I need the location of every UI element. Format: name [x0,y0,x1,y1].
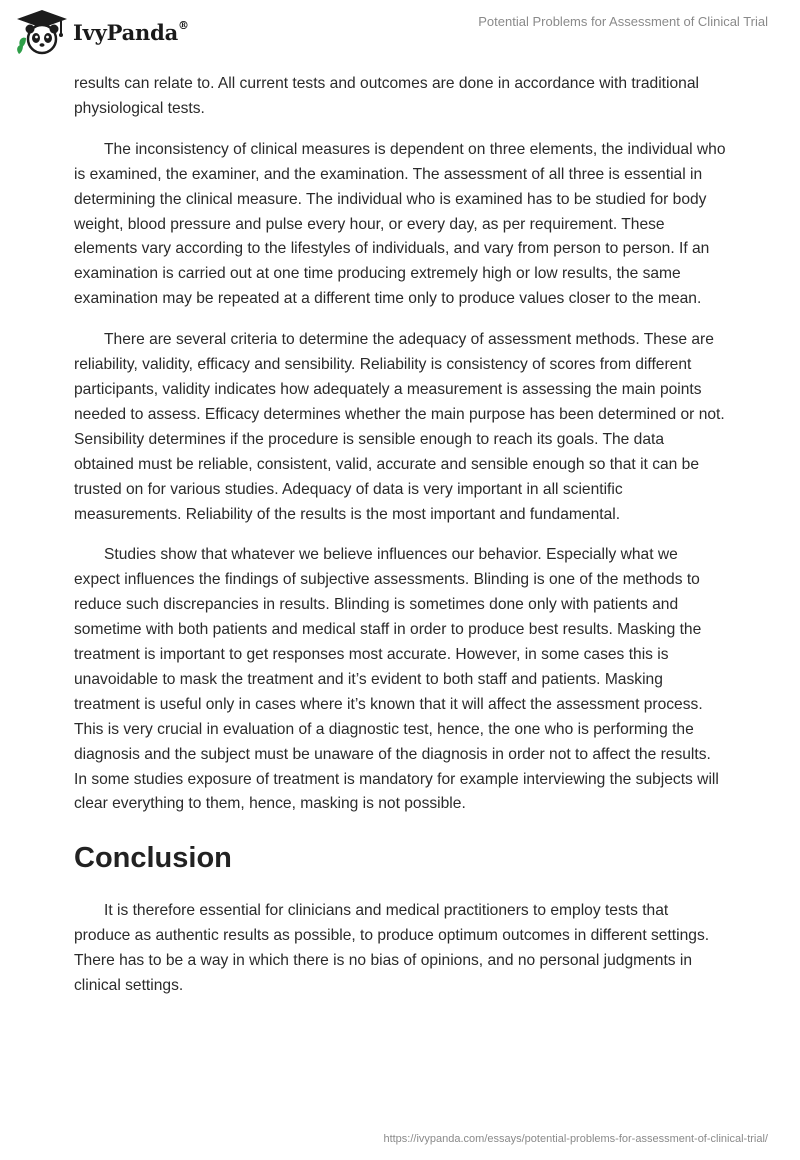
paragraph-4: Studies show that whatever we believe influences our behavior. Especially what we expect influences the findings of subjective assessments. Blinding is one of the methods to reduce such discrepancies in results. Blinding is sometimes done only with patients and sometime with both patients and medical staff in order to produce best results. Masking the treatment is important to get responses most accurate. However, in some cases this is unavoidable to mask the treatment and it’s evident to both staff and patients. Masking treatment is useful only in cases where it’s known that it will affect the assessment process. This is very crucial in evaluation of a diagnostic test, hence, the one who is performing the diagnosis and the subject must be unaware of the diagnosis in order not to affect the results. In some studies exposure of treatment is mandatory for example interviewing the subjects will clear everything to them, hence, masking is not possible. [74,546,719,813]
document-title: Potential Problems for Assessment of Clinical Trial [478,14,768,29]
panda-graduate-icon [15,8,69,56]
section-heading-conclusion: Conclusion [74,842,232,875]
paragraph-1: results can relate to. All current tests and outcomes are done in accordance with traditional physiological tests. [74,75,699,117]
page-header [0,0,800,70]
logo-text: IvyPanda [73,19,179,45]
paragraph-conclusion: It is therefore essential for clinicians and medical practitioners to employ tests that produce as authentic results as possible, to produce optimum outcomes in different settings. There has to be a way in which there is no bias of opinions, and no personal judgments in clinical settings. [74,902,710,995]
essay-content [74,72,726,1015]
paragraph-2: The inconsistency of clinical measures is dependent on three elements, the individual who is examined, the examiner, and the examination. The assessment of all three is essential in determining the clinical measure. The individual who is examined has to be studied for body weight, blood pressure and pulse every hour, or every day, as per requirement. These elements vary according to the lifestyles of individuals, and vary from person to person. If an examination is carried out at one time producing extremely high or low results, the same examination may be repeated at a different time only to produce values closer to the mean. [74,140,726,308]
paragraph-3: There are several criteria to determine the adequacy of assessment methods. These are reliability, validity, efficacy and sensibility. Reliability is consistency of scores from different participants, validity indicates how adequately a measurement is assessing the main points needed to assess. Efficacy determines whether the main purpose has been determined or not. Sensibility determines if the procedure is sensible enough to reach its goals. The data obtained must be reliable, consistent, valid, accurate and sensible enough so that it can be trusted on for various studies. Adequacy of data is very important in all scientific measurements. Reliability of the results is the most important and fundamental. [74,331,725,523]
registered-mark: ® [178,18,189,32]
source-url[interactable]: https://ivypanda.com/essays/potential-problems-for-assessment-of-clinical-trial/ [383,1133,768,1145]
ivypanda-logo[interactable] [15,8,189,56]
